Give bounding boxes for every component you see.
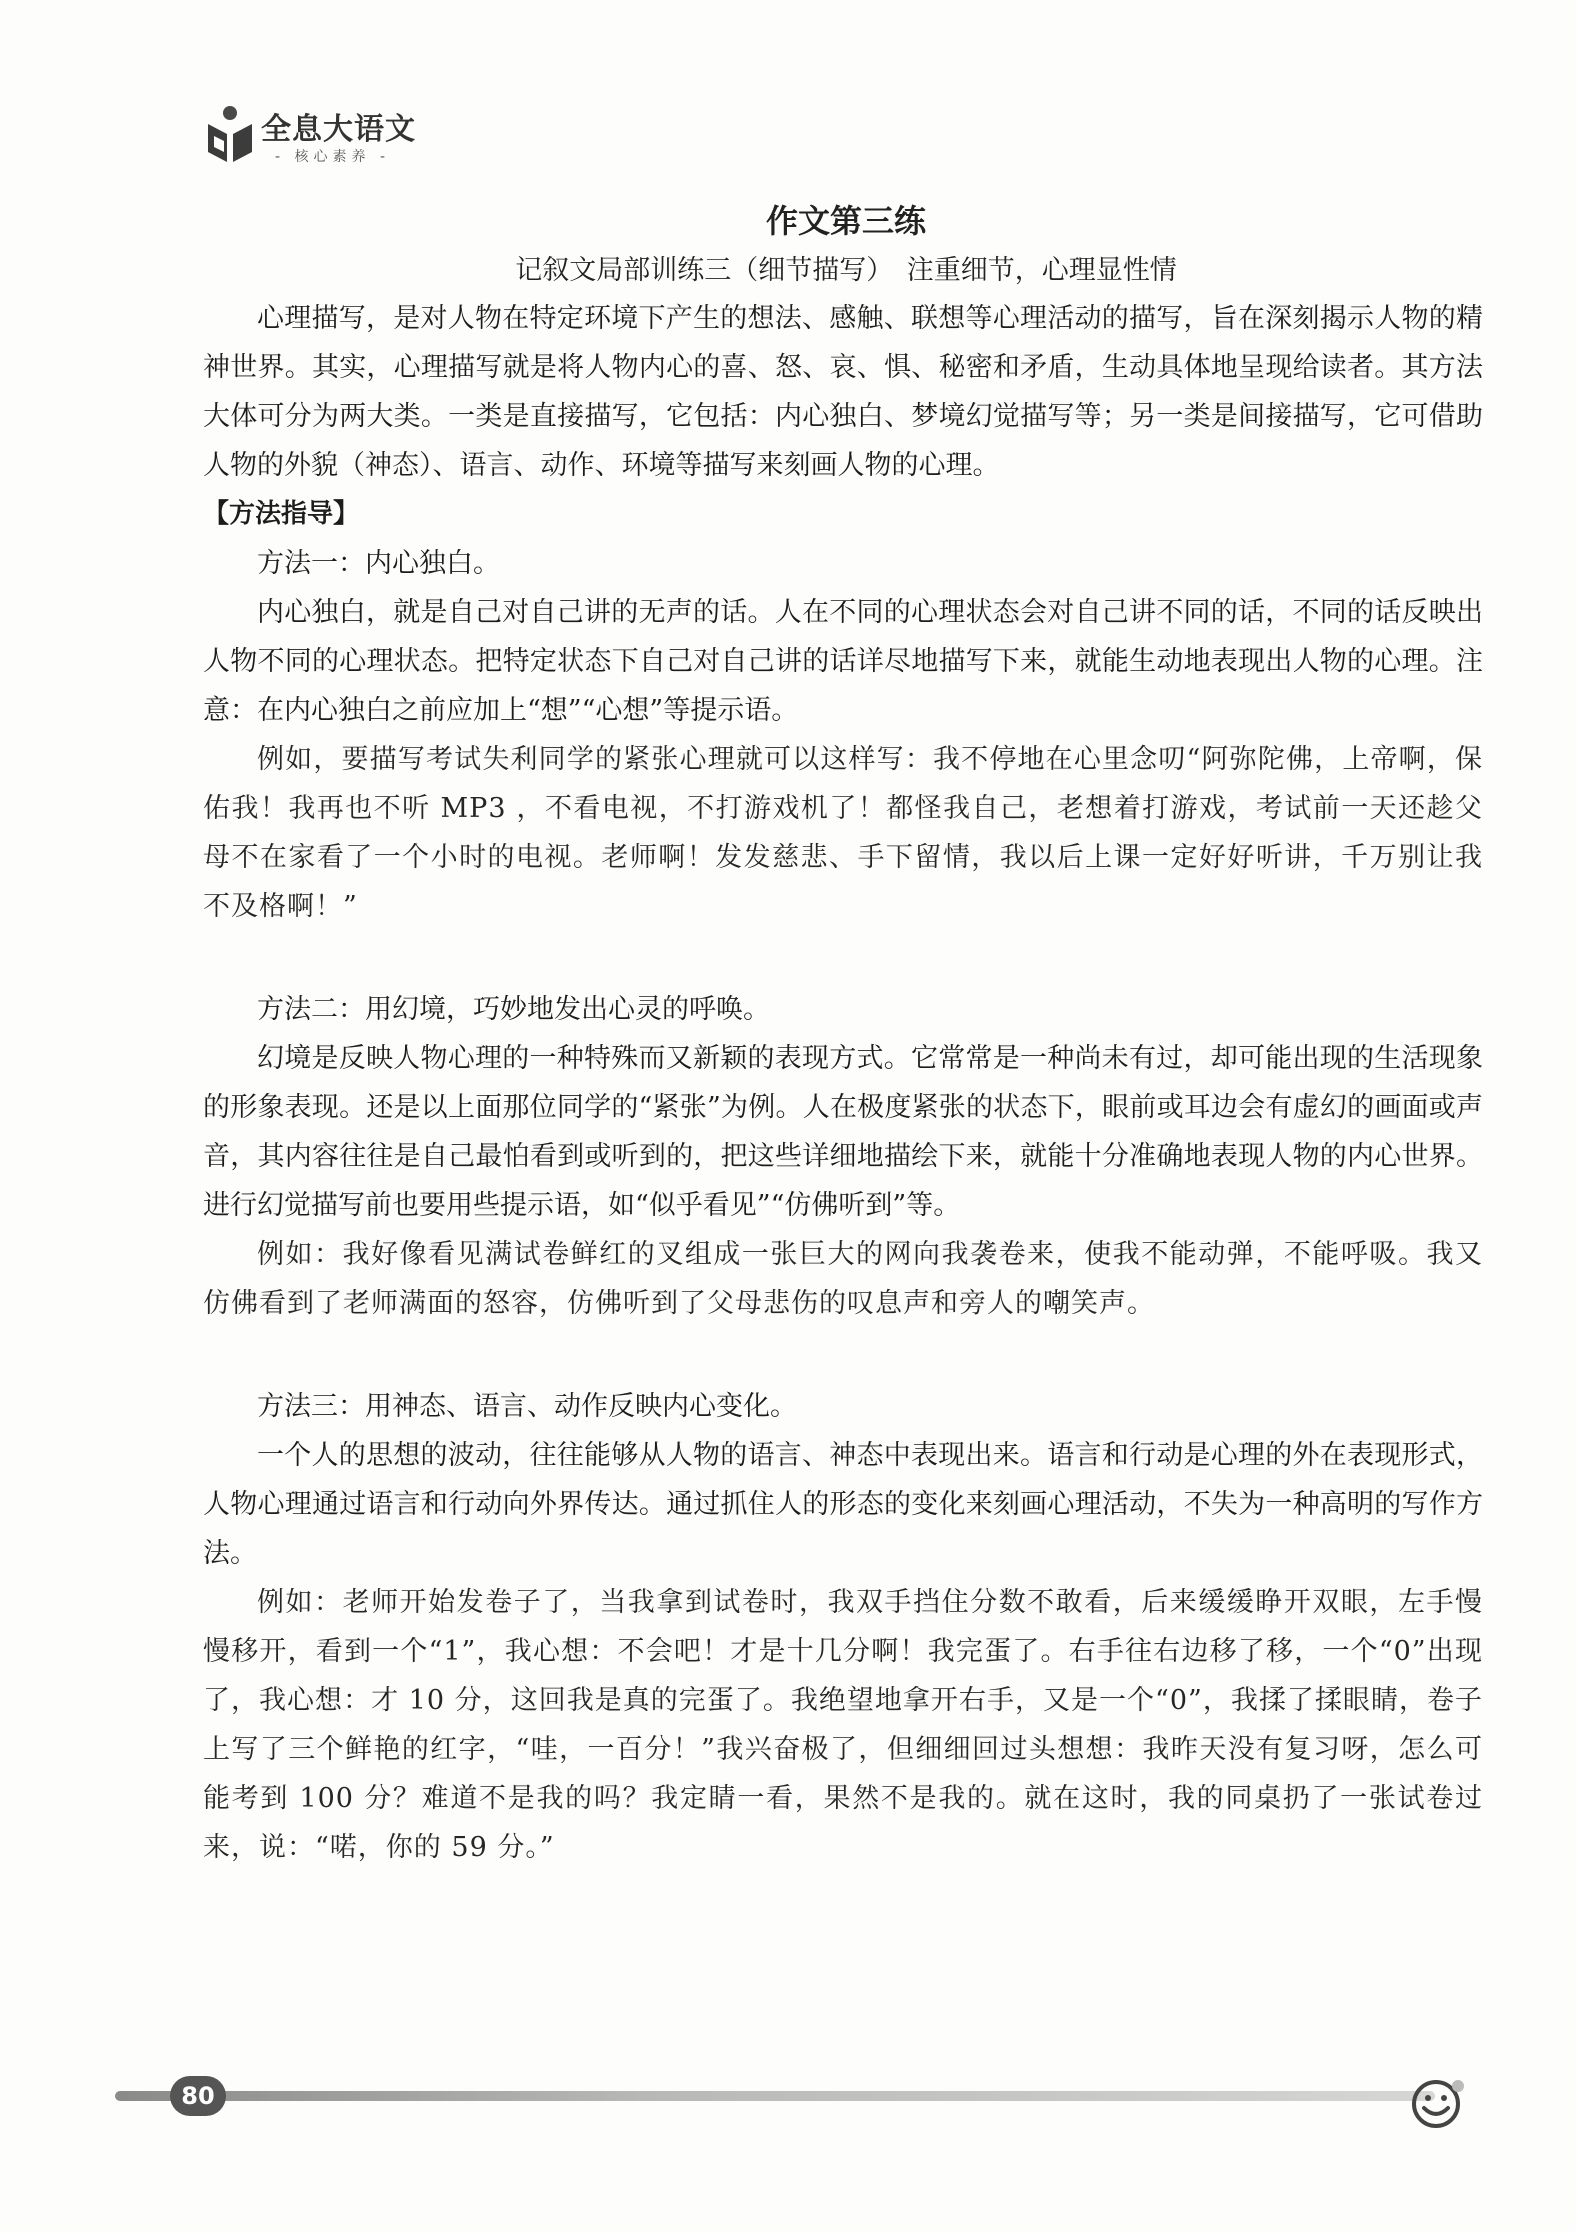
logo-title: 全息大语文 — [261, 112, 416, 147]
logo-subtitle: - 核心素养 - — [275, 149, 391, 165]
article-body — [203, 294, 1483, 1872]
page-subtitle: 记叙文局部训练三（细节描写） 注重细节，心理显性情 — [515, 255, 1177, 286]
spacer — [203, 1328, 1483, 1382]
smiley-face-icon — [1408, 2074, 1468, 2134]
publisher-logo — [205, 100, 435, 175]
method-1-heading: 方法一：内心独白。 — [257, 548, 500, 579]
intro-paragraph: 心理描写，是对人物在特定环境下产生的想法、感触、联想等心理活动的描写，旨在深刻揭示人物的精神世界。其实，心理描写就是将人物内心的喜、怒、哀、惧、秘密和矛盾，生动具体地呈现给读者。其方法大体可分为两大类。一类是直接描写，它包括：内心独白、梦境幻觉描写等；另一类是间接描写，它可借助人物的外貌（神态）、语言、动作、环境等描写来刻画人物的心理。 — [203, 303, 1483, 481]
section-heading: 【方法指导】 — [203, 499, 360, 529]
spacer — [203, 931, 1483, 985]
page-title: 作文第三练 — [765, 202, 926, 240]
page-number: 80 — [170, 2076, 226, 2116]
method-3-example: 例如：老师开始发卷子了，当我拿到试卷时，我双手挡住分数不敢看，后来缓缓睁开双眼，左手慢慢移开，看到一个“1”，我心想：不会吧！才是十几分啊！我完蛋了。右手往右边移了移，一个“0”出现了，我心想：才 10 分，这回我是真的完蛋了。我绝望地拿开右手，又是一个“0”，我揉了揉眼睛，卷子上写了三个鲜艳的红字，“哇，一百分！”我兴奋极了，但细细回过头想想：我昨天没有复习呀，怎么可能考到 100 分？难道不是我的吗？我定睛一看，果然不是我的。就在这时，我的同桌扔了一张试卷过来，说：“喏，你的 59 分。” — [203, 1587, 1483, 1863]
method-3-heading: 方法三：用神态、语言、动作反映内心变化。 — [257, 1391, 797, 1422]
method-3-body: 一个人的思想的波动，往往能够从人物的语言、神态中表现出来。语言和行动是心理的外在表现形式，人物心理通过语言和行动向外界传达。通过抓住人的形态的变化来刻画心理活动，不失为一种高明的写作方法。 — [203, 1440, 1483, 1569]
method-2-example: 例如：我好像看见满试卷鲜红的叉组成一张巨大的网向我袭卷来，使我不能动弹，不能呼吸。我又仿佛看到了老师满面的怒容，仿佛听到了父母悲伤的叹息声和旁人的嘲笑声。 — [203, 1239, 1483, 1319]
method-1-body: 内心独白，就是自己对自己讲的无声的话。人在不同的心理状态会对自己讲不同的话，不同的话反映出人物不同的心理状态。把特定状态下自己对自己讲的话详尽地描写下来，就能生动地表现出人物的心理。注意：在内心独白之前应加上“想”“心想”等提示语。 — [203, 597, 1483, 726]
footer-rule — [115, 2091, 1435, 2101]
method-1-example: 例如，要描写考试失利同学的紧张心理就可以这样写：我不停地在心里念叨“阿弥陀佛，上帝啊，保佑我！我再也不听 MP3 ，不看电视，不打游戏机了！都怪我自己，老想着打游戏，考试前一天还趁父母不在家看了一个小时的电视。老师啊！发发慈悲、手下留情，我以后上课一定好好听讲，千万别让我不及格啊！” — [203, 744, 1483, 922]
method-2-body: 幻境是反映人物心理的一种特殊而又新颖的表现方式。它常常是一种尚未有过，却可能出现的生活现象的形象表现。还是以上面那位同学的“紧张”为例。人在极度紧张的状态下，眼前或耳边会有虚幻的画面或声音，其内容往往是自己最怕看到或听到的，把这些详细地描绘下来，就能十分准确地表现人物的内心世界。进行幻觉描写前也要用些提示语，如“似乎看见”“仿佛听到”等。 — [203, 1043, 1483, 1221]
book-person-logo-icon — [205, 104, 255, 166]
method-2-heading: 方法二：用幻境，巧妙地发出心灵的呼唤。 — [257, 994, 770, 1025]
